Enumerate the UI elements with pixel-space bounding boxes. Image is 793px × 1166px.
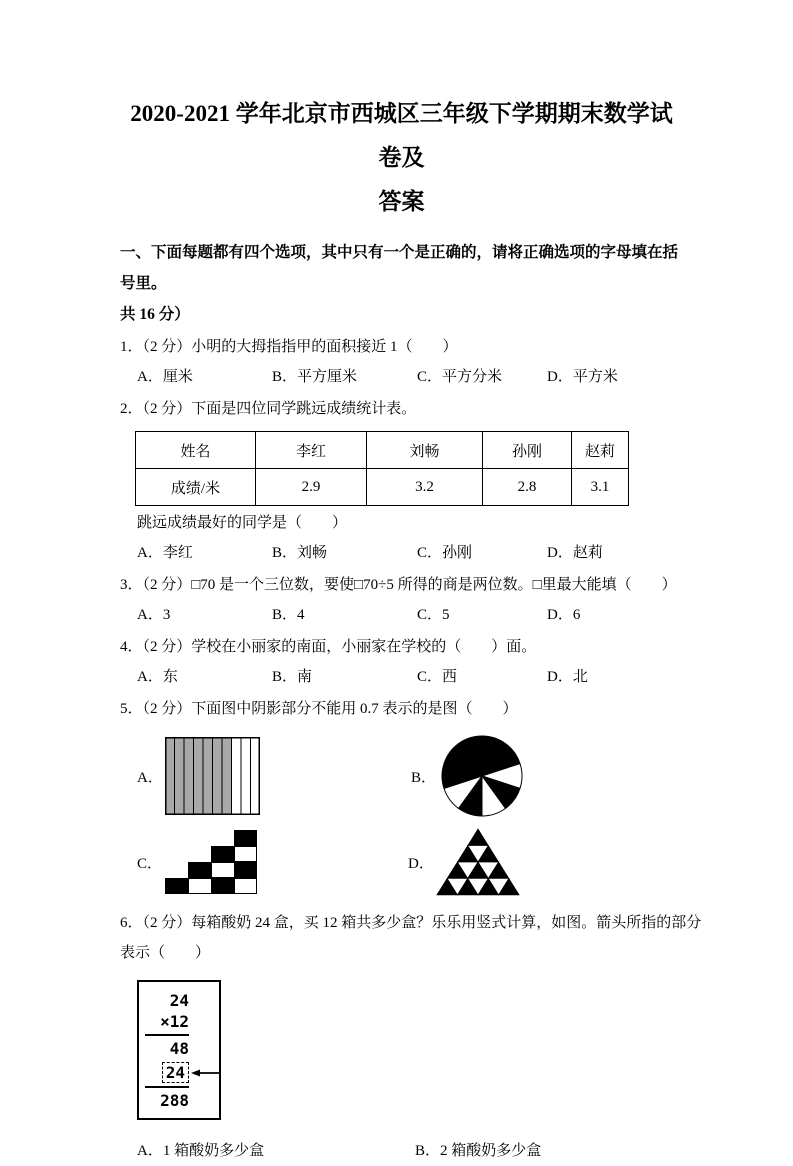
question-3-options bbox=[120, 600, 683, 630]
table-header-cell: 李红 bbox=[256, 432, 367, 469]
question-6 bbox=[120, 908, 702, 1166]
question-2 bbox=[120, 394, 683, 568]
table-cell: 3.1 bbox=[572, 469, 629, 506]
figure-b-label: B． bbox=[411, 769, 437, 786]
question-3-option-a: A．3 bbox=[137, 607, 171, 623]
table-row bbox=[136, 469, 629, 506]
question-1-options bbox=[120, 362, 683, 392]
question-2-option-d: D．赵莉 bbox=[547, 545, 603, 561]
question-1-option-a: A．厘米 bbox=[137, 369, 193, 385]
question-5-figures-row-2 bbox=[120, 828, 683, 896]
question-6-text-line-2: 表示（ ） bbox=[120, 945, 211, 961]
question-2-option-b: B．刘畅 bbox=[272, 545, 328, 561]
partial-product-2-row bbox=[145, 1062, 189, 1083]
table-cell: 2.8 bbox=[483, 469, 572, 506]
question-2-options bbox=[120, 538, 683, 568]
question-2-option-a: A．李红 bbox=[137, 545, 193, 561]
question-5-figures-row-1 bbox=[120, 733, 683, 819]
document-title bbox=[120, 92, 683, 224]
question-4 bbox=[120, 632, 683, 692]
question-4-text: 4．（2 分）学校在小丽家的南面，小丽家在学校的（ ）面。 bbox=[120, 639, 537, 655]
multiplier: ×12 bbox=[160, 1012, 189, 1031]
question-4-option-a: A．东 bbox=[137, 669, 178, 685]
section-header-line-1: 一、下面每题都有四个选项，其中只有一个是正确的，请将正确选项的字母填在括号里。 bbox=[120, 244, 679, 292]
section-header bbox=[120, 237, 683, 330]
question-6-text-line-1: 6．（2 分）每箱酸奶 24 盒，买 12 箱共多少盒？乐乐用竖式计算，如图。箭头所指的部分 bbox=[120, 915, 702, 931]
table-header-cell: 刘畅 bbox=[367, 432, 483, 469]
figure-c-label: C． bbox=[137, 855, 163, 872]
question-4-option-b: B．南 bbox=[272, 669, 313, 685]
title-line-2: 答案 bbox=[378, 189, 425, 214]
figure-a-label: A． bbox=[137, 769, 163, 786]
question-4-option-c: C．西 bbox=[417, 669, 458, 685]
figure-d-triangle-image bbox=[436, 828, 520, 896]
question-6-options bbox=[120, 1136, 683, 1166]
question-2-text: 2．（2 分）下面是四位同学跳远成绩统计表。 bbox=[120, 401, 417, 417]
vertical-multiplication-figure bbox=[137, 980, 683, 1120]
question-3-text: 3．（2 分）□70 是一个三位数，要使□70÷5 所得的商是两位数。□里最大能填（ ） bbox=[120, 577, 677, 593]
section-header-line-2: 共 16 分） bbox=[120, 306, 190, 323]
question-5-text: 5．（2 分）下面图中阴影部分不能用 0.7 表示的是图（ ） bbox=[120, 701, 518, 717]
question-1 bbox=[120, 332, 683, 392]
question-2-option-c: C．孙刚 bbox=[417, 545, 473, 561]
question-3-option-c: C．5 bbox=[417, 607, 450, 623]
question-4-option-d: D．北 bbox=[547, 669, 588, 685]
table-header-cell: 姓名 bbox=[136, 432, 256, 469]
final-product: 288 bbox=[145, 1086, 189, 1111]
question-1-option-d: D．平方米 bbox=[547, 369, 618, 385]
question-6-option-b: B．2 箱酸奶多少盒 bbox=[415, 1143, 542, 1159]
table-row bbox=[136, 432, 629, 469]
question-1-option-c: C．平方分米 bbox=[417, 369, 503, 385]
question-6-option-a: A．1 箱酸奶多少盒 bbox=[137, 1143, 265, 1159]
question-3 bbox=[120, 570, 683, 630]
question-4-options bbox=[120, 662, 683, 692]
figure-a-striped-square-image bbox=[165, 737, 260, 815]
multiplicand: 24 bbox=[169, 991, 189, 1010]
figure-c-staircase-image bbox=[165, 830, 257, 894]
left-arrow-icon bbox=[191, 1067, 219, 1079]
question-2-subtext: 跳远成绩最好的同学是（ ） bbox=[137, 515, 348, 531]
question-1-option-b: B．平方厘米 bbox=[272, 369, 358, 385]
table-cell: 3.2 bbox=[367, 469, 483, 506]
figure-b-pie-circle-image bbox=[439, 733, 525, 819]
title-line-1: 2020-2021 学年北京市西城区三年级下学期期末数学试卷及 bbox=[130, 101, 673, 170]
table-cell: 2.9 bbox=[256, 469, 367, 506]
table-cell: 成绩/米 bbox=[136, 469, 256, 506]
vertical-multiplication-box bbox=[137, 980, 221, 1120]
question-3-option-b: B．4 bbox=[272, 607, 305, 623]
question-3-option-d: D．6 bbox=[547, 607, 581, 623]
question-1-text: 1．（2 分）小明的大拇指指甲的面积接近 1（ ） bbox=[120, 339, 458, 355]
partial-product-1: 48 bbox=[145, 1034, 189, 1059]
figure-d-label: D． bbox=[408, 855, 434, 872]
long-jump-score-table bbox=[135, 431, 629, 506]
table-header-cell: 赵莉 bbox=[572, 432, 629, 469]
table-header-cell: 孙刚 bbox=[483, 432, 572, 469]
question-5 bbox=[120, 694, 683, 896]
partial-product-2-dashed-box: 24 bbox=[162, 1062, 189, 1083]
